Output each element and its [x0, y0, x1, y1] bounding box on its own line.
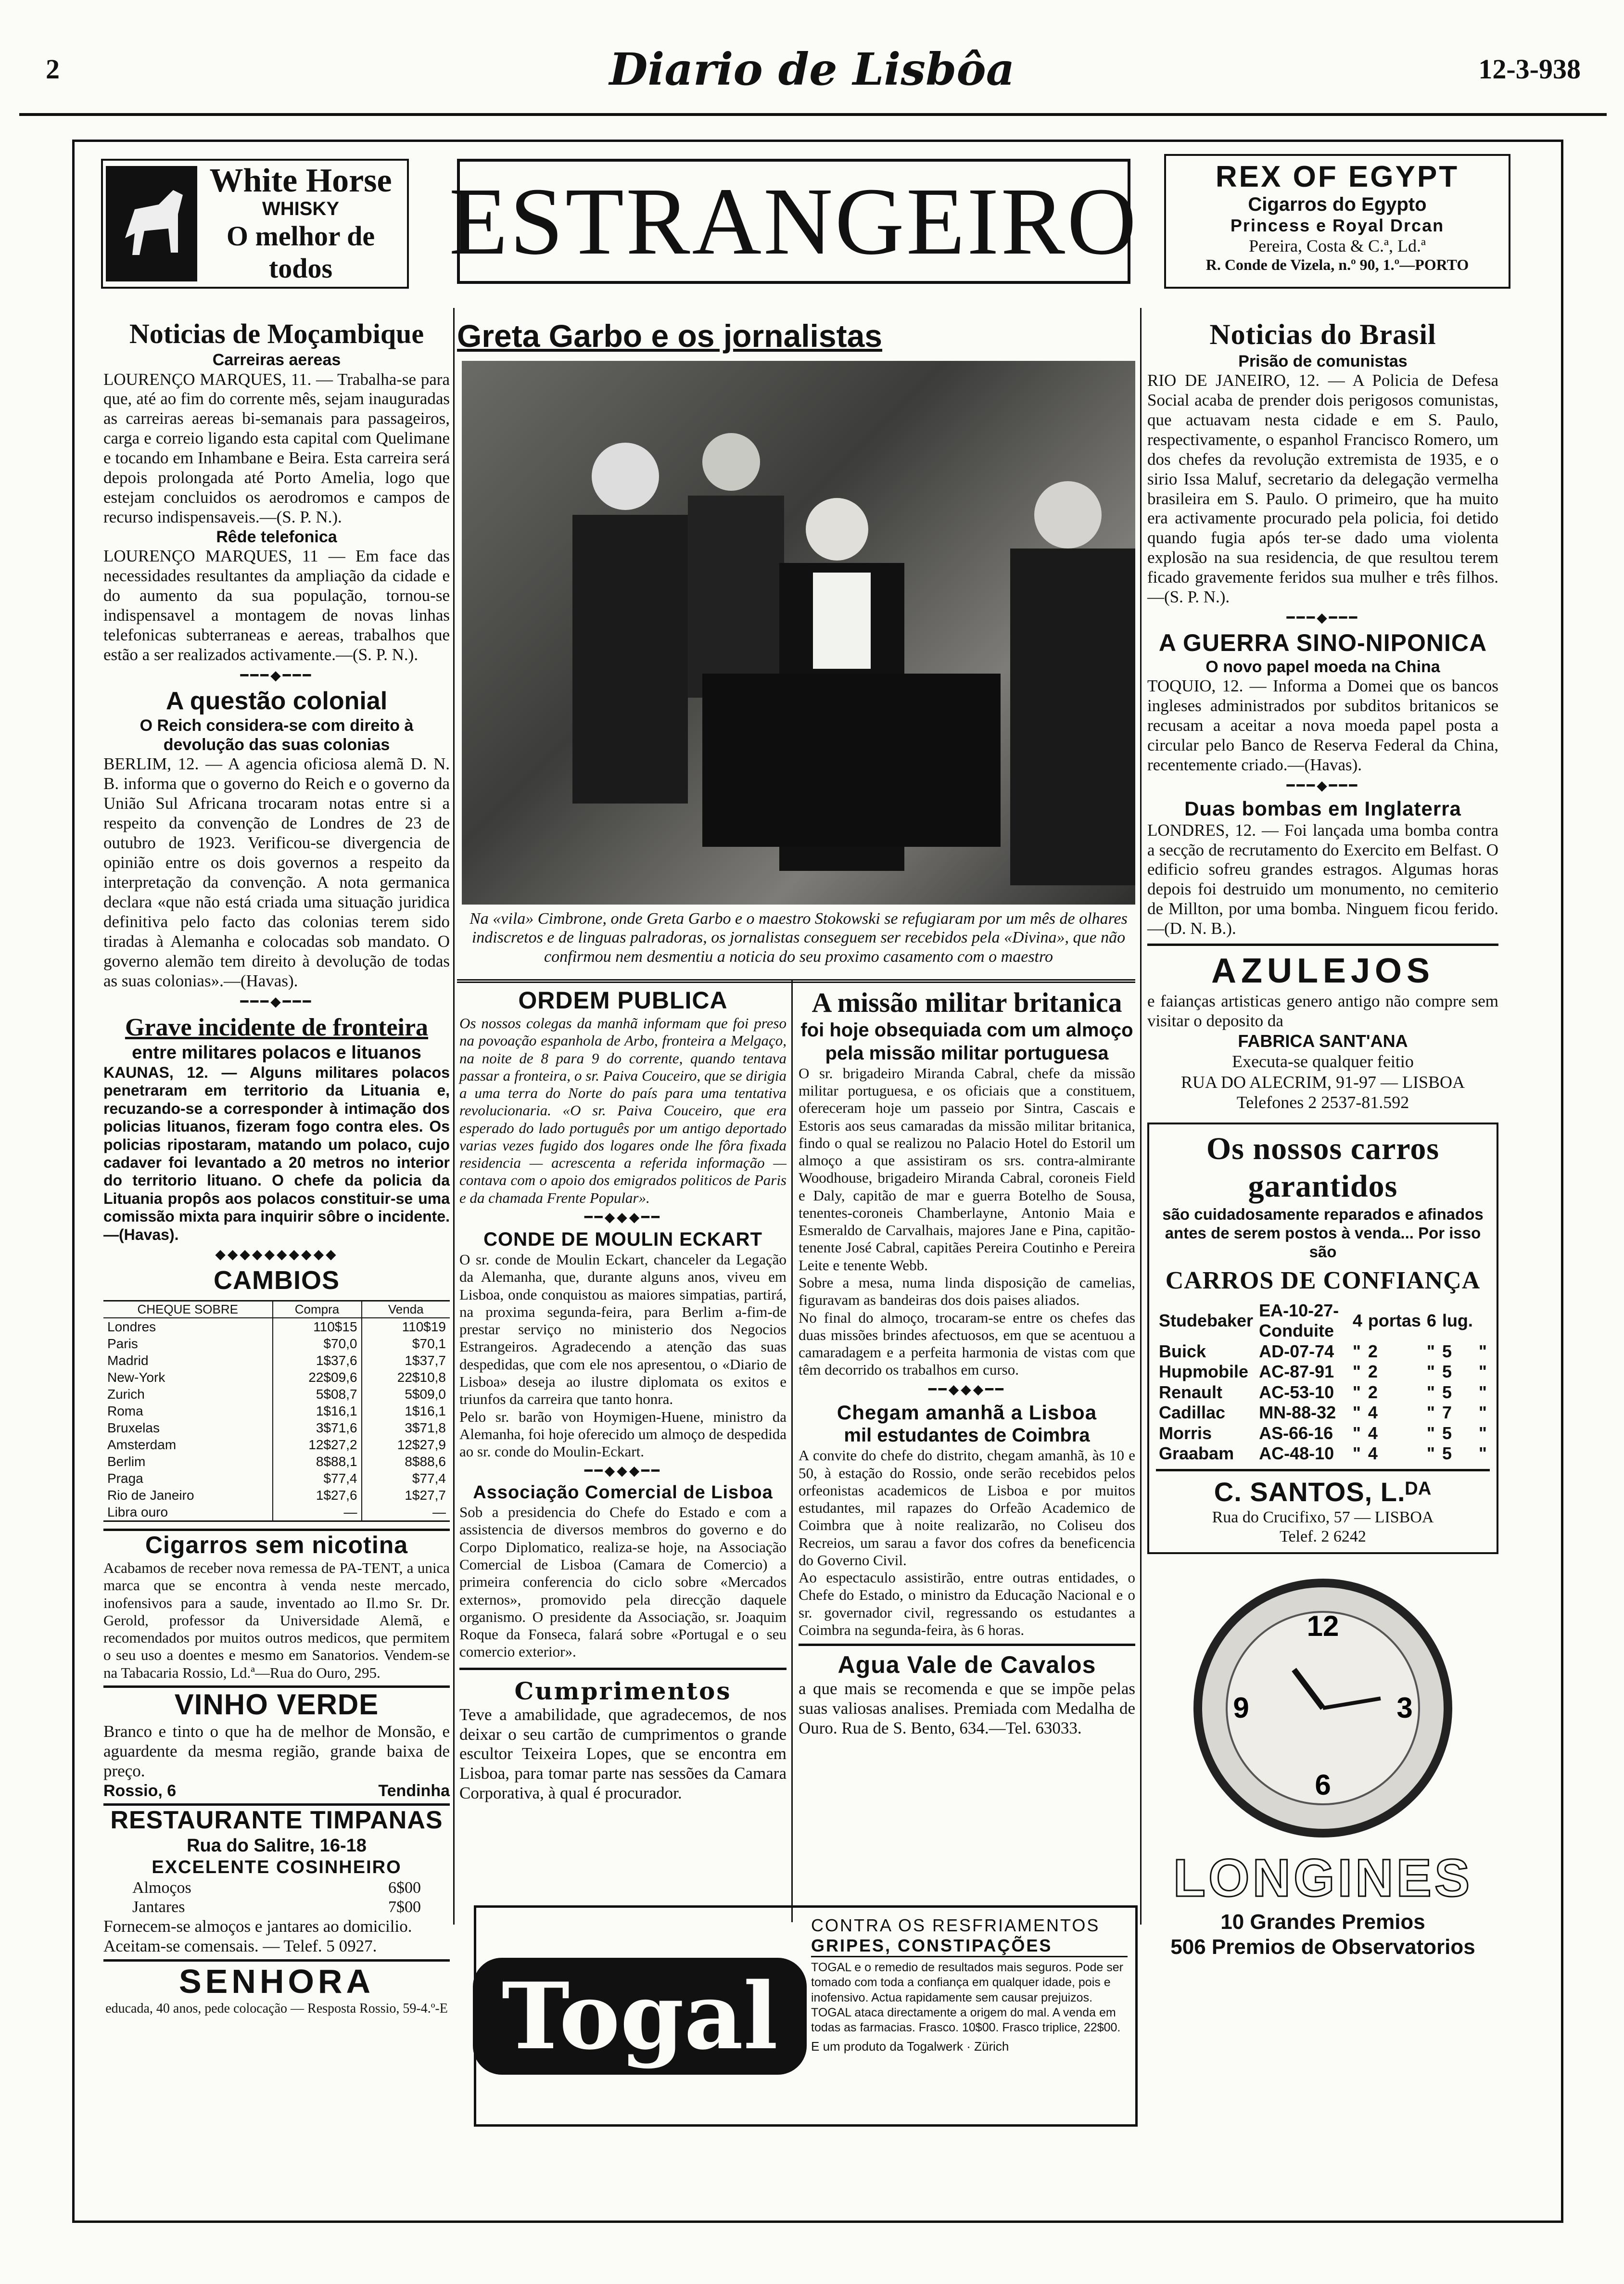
missao-subhead: foi hoje obsequiada com um almoço pela missão militar portuguesa: [800, 1020, 1133, 1064]
car-cell: 2: [1368, 1362, 1378, 1382]
article-text: LONDRES, 12. — Foi lançada uma bomba contra a secção de recrutamento do Exercito em Belfast. O edificio sofreu grandes estragos. Algumas horas depois foi destruido um monumento, no cemiterio de Millton, por uma bomba. Ninguem ficou ferido.—(D. N. B.).: [1147, 820, 1498, 938]
car-cell: ": [1352, 1382, 1361, 1402]
table-cell: 5$08,7: [273, 1386, 362, 1403]
article-text: Os nossos colegas da manhã informam que foi preso na povoação espanhola de Arbo, fronteira a Melgaço, na noite de 8 para 9 do corrente, quando tentava passar a fronteira, o sr. Paiva Couceiro, que se dirigia a uma terra do Norte do país para uma tentativa revolucionaria. «O sr. Paiva Couceiro, que era esperado do lado português por um antigo deportado varias vezes fugido dos logares onde lhe fôra fixada residencia — acrescenta a referida informação — contava com o apoio dos emigrados politicos de Paris e da chamada Frente Popular».: [459, 1015, 787, 1206]
brasil-headline: Noticias do Brasil: [1209, 319, 1436, 350]
car-cell: 5: [1442, 1341, 1452, 1361]
car-cell: ": [1352, 1341, 1361, 1361]
separator: ━━◆◆◆━━: [584, 1210, 662, 1225]
table-cell: $77,4: [362, 1470, 450, 1487]
car-cell: ": [1478, 1362, 1487, 1382]
restaurant-address: Rua do Salitre, 16-18: [187, 1835, 367, 1856]
ad-text: Acabamos de receber nova remessa de PA-TENT, a unica marca que se encontra à venda neste mercado, inofensivos para a saude, inventado ao Il.mo Sr. Dr. Gerold, professor da Universidade Alemã, e recomendados por muitos outros medicos, que permitem o seu uso a doentes e mesmo em Sanatorios. Vendem-se na Tabacaria Rossio, Ld.ª—Rua do Ouro, 295.: [103, 1559, 450, 1681]
car-cell: ": [1478, 1403, 1487, 1423]
restaurant-prices: [103, 1878, 450, 1917]
brand-slogan: O melhor de todos: [226, 220, 375, 284]
table-cell: 8$88,6: [362, 1453, 450, 1470]
center-left-column: [459, 986, 787, 1803]
car-cell: AD-07-74: [1259, 1341, 1334, 1361]
car-row: [1156, 1382, 1490, 1403]
carros-headline: Os nossos carros garantidos: [1206, 1131, 1440, 1204]
colonial-headline: A questão colonial: [165, 687, 388, 715]
car-row: [1156, 1362, 1490, 1382]
svg-text:6: 6: [1315, 1768, 1331, 1801]
right-column: [1147, 318, 1498, 1960]
missao-headline: A missão militar britanica: [812, 987, 1122, 1018]
table-cell: Bruxelas: [107, 1420, 160, 1435]
restaurant-headline: RESTAURANTE TIMPANAS: [110, 1806, 443, 1834]
guerra-subhead: O novo papel moeda na China: [1205, 658, 1440, 676]
price-value: 7$00: [388, 1898, 421, 1916]
table-cell: Amsterdam: [107, 1437, 177, 1452]
table-cell: 1$16,1: [362, 1403, 450, 1419]
garbo-photo: [462, 361, 1135, 905]
article-text: Sob a presidencia do Chefe do Estado e com a assistencia de diversos membros do governo e do Corpo Diplomatico, realiza-se hoje, na Associação Comercial de Lisboa (Camara de Comercio) a primeira conferencia do ciclo sobre «Mercados externos», promovido pela direcção daquele organismo. O presidente da Associação, sr. Joaquim Roque da Fonseca, falará sobre «Portugal e o seu comercio exterior».: [459, 1504, 787, 1660]
car-cell: 5: [1442, 1423, 1452, 1443]
car-cell: ": [1426, 1341, 1435, 1361]
table-cell: 110$19: [362, 1318, 450, 1335]
restaurant-cook: EXCELENTE COSINHEIRO: [152, 1857, 402, 1877]
photo-caption: Na «vila» Cimbrone, onde Greta Garbo e o maestro Stokowski se refugiaram por um mês de olhares indiscretos e de linguas palradoras, os jornalistas conseguem ser recebidos pela «Divina», que não confirmou nem desmentiu a noticia do seu proximo casamento com o maestro: [469, 910, 1128, 966]
article-text: BERLIM, 12. — A agencia oficiosa alemã D. N. B. informa que o governo do Reich e o governo da União Sul Africana trocaram notas entre si a respeito da convenção de Londres de 23 de outubro de 1923. Verificou-se divergencia de opinião entre os dois governos a respeito da interpretação da convenção. A nota germanica declara «que não está criada uma situação juridica definitiva pelo facto das colonias terem sido tiradas à Alemanha e colocadas sob mandato. O governo alemão tem direito à devolução de todas as suas colonias».—(Havas).: [103, 754, 450, 990]
separator: ━━━◆━━━: [1286, 611, 1359, 626]
car-row: [1156, 1423, 1490, 1443]
table-cell: 1$37,7: [362, 1352, 450, 1369]
rex-of-egypt-ad: [1164, 154, 1510, 289]
table-cell: 22$09,6: [273, 1369, 362, 1386]
table-cell: 5$09,0: [362, 1386, 450, 1403]
table-cell: 12$27,2: [273, 1436, 362, 1453]
car-cell: ": [1426, 1403, 1435, 1423]
table-cell: 1$16,1: [273, 1403, 362, 1419]
table-row: [103, 1318, 450, 1335]
table-cell: 1$27,6: [273, 1487, 362, 1504]
mozambique-headline: Noticias de Moçambique: [129, 318, 424, 349]
mozambique-subhead-2: Rêde telefonica: [216, 528, 337, 547]
vinho-address: Rossio, 6: [103, 1781, 177, 1800]
article-text: O sr. brigadeiro Miranda Cabral, chefe da missão militar portuguesa, e os oficiais que a constituem, ofereceram hoje um passeio por Sintra, Cascais e Estoris aos seus camaradas da missão militar britanica, findo o qual se realizou no Palacio Hotel do Estoril um almoço a que assistiram os srs. contra-almirante Woodhouse, brigadeiro Miranda Cabral, coroneis Field e Daly, capitão de mar e guerra Botelho de Sousa, tenentes-coroneis Chamberlayne, Antonio Maia e Esmeraldo de Carvalhais, majores Jane e Pina, capitão-tenente José Cabral, capitães Pereira Coutinho e Pereira Leite e tenente Webb.: [799, 1064, 1135, 1274]
table-cell: 8$88,1: [273, 1453, 362, 1470]
table-row: [103, 1453, 450, 1470]
azulejos-address: RUA DO ALECRIM, 91-97 — LISBOA: [1180, 1072, 1465, 1092]
longines-text: 10 Grandes Premios: [1220, 1910, 1425, 1934]
togal-headline: CONTRA OS RESFRIAMENTOS: [811, 1915, 1100, 1935]
table-row: [103, 1352, 450, 1369]
car-cell: Cadillac: [1159, 1403, 1226, 1423]
togal-logo: Togal: [473, 1958, 807, 2075]
car-cell: Renault: [1159, 1382, 1223, 1402]
rex-brand: REX OF EGYPT: [1215, 160, 1459, 193]
horse-logo-icon: [106, 166, 197, 281]
car-cell: ": [1478, 1443, 1487, 1464]
separator: ━━━◆━━━: [240, 994, 313, 1009]
car-cell: AC-48-10: [1259, 1443, 1334, 1464]
table-cell: Madrid: [107, 1353, 149, 1368]
ordem-headline: ORDEM PUBLICA: [518, 987, 728, 1014]
car-cell: ": [1478, 1341, 1487, 1361]
table-cell: Londres: [107, 1319, 156, 1334]
associacao-headline: Associação Comercial de Lisboa: [473, 1482, 773, 1503]
guerra-headline: A GUERRA SINO-NIPONICA: [1158, 629, 1487, 657]
car-cell: 2: [1368, 1341, 1378, 1361]
car-cell: Hupmobile: [1159, 1362, 1248, 1382]
rex-line4: R. Conde de Vizela, n.º 90, 1.º—PORTO: [1205, 256, 1469, 273]
agua-headline: Agua Vale de Cavalos: [837, 1651, 1096, 1679]
price-value: 6$00: [388, 1878, 421, 1897]
car-cell: ": [1352, 1443, 1361, 1464]
price-row: [103, 1878, 450, 1898]
article-text: O sr. conde de Moulin Eckart, chanceler da Legação da Alemanha, que, durante alguns anos, viveu em Lisboa, onde conquistou as maiores simpatias, partirá, na proxima segunda-feira, para Berlim a-fim-de prestar serviço no ministerio dos Negocios Estrangeiros. Agradecendo a atenção das suas despedidas, que com ele nos apresentou, o «Diario de Lisboa» deseja ao ilustre diplomata os exitos e triunfos da carreira que tanto honra.: [459, 1251, 787, 1408]
ad-text: e faianças artisticas genero antigo não compre sem visitar o deposito da: [1147, 992, 1498, 1031]
car-cell: Graabam: [1159, 1443, 1234, 1464]
mozambique-subhead: Carreiras aereas: [212, 351, 341, 370]
carros-ad: [1147, 1123, 1498, 1554]
vinho-name: Tendinha: [378, 1781, 450, 1800]
longines-ad: [1147, 1573, 1498, 1960]
left-column: [103, 318, 450, 2017]
togal-text: TOGAL e o remedio de resultados mais seguros. Pode ser tomado com toda a confiança em qualquer idade, pois e inofensivo. Actua rapidamente sem causar prejuizos. TOGAL ataca directamente a origem do mal. A venda em todas as farmacias. Frasco. 10$00. Frasco triplice, 22$00.: [811, 1961, 1123, 2034]
separator: ━━━◆━━━: [240, 668, 313, 683]
border-incident-subhead: entre militares polacos e lituanos: [132, 1043, 421, 1063]
svg-text:9: 9: [1233, 1691, 1249, 1724]
car-cell: ": [1478, 1423, 1487, 1443]
car-cell: AS-66-16: [1259, 1423, 1333, 1443]
clock-icon: [1188, 1573, 1458, 1843]
cigarros-headline: Cigarros sem nicotina: [145, 1531, 408, 1559]
vinho-headline: VINHO VERDE: [174, 1688, 379, 1721]
section-title: ESTRANGEIRO: [457, 159, 1130, 284]
conde-headline: CONDE DE MOULIN ECKART: [483, 1228, 762, 1250]
article-text: LOURENÇO MARQUES, 11 — Em face das necessidades resultantes da ampliação da cidade e do aumento da sua população, tornou-se indispensavel a montagem de novas linhas telefonicas subterraneas e aereas, trabalhos que estão a ser realizados activamente.—(S. P. N.).: [103, 547, 450, 664]
separator: ━━━◆━━━: [1286, 778, 1359, 793]
table-row: [103, 1470, 450, 1487]
ad-text: Aceitam-se comensais. — Telef. 5 0927.: [103, 1936, 377, 1955]
car-cell: 4: [1368, 1403, 1378, 1423]
rex-line1: Cigarros do Egypto: [1248, 194, 1427, 215]
photo-people-icon: [462, 361, 1135, 905]
article-text: No final do almoço, trocaram-se entre os chefes das duas missões brindes afectuosos, em que se acentuou a camaradagem e a perfeita harmonia de vistas com que têm decorrido os trabalhos em curso.: [799, 1309, 1135, 1378]
table-row: [103, 1419, 450, 1436]
article-text: Sobre a mesa, numa linda disposição de camelias, figuravam as bandeiras dos dois paises aliados.: [799, 1274, 1135, 1309]
car-row: [1156, 1443, 1490, 1464]
car-cell: Studebaker: [1159, 1311, 1254, 1331]
brasil-subhead: Prisão de comunistas: [1238, 352, 1408, 370]
car-row: [1156, 1301, 1490, 1341]
price-row: [103, 1898, 450, 1917]
cambios-headline: CAMBIOS: [214, 1266, 340, 1295]
issue-date: 12-3-938: [1478, 53, 1581, 85]
togal-footer: E um produto da Togalwerk · Zürich: [811, 2039, 1009, 2054]
car-cell: portas: [1368, 1311, 1421, 1331]
rex-line3: Pereira, Costa & C.ª, Ld.ª: [1249, 236, 1426, 255]
article-text: LOURENÇO MARQUES, 11. — Trabalha-se para que, até ao fim do corrente mês, sejam inauguradas as carreiras aereas bi-semanais para passageiros, carga e correio ligando esta capital com Quelimane e tocando em Inhambane e Beira. Esta carreira será depois prolongada até Porto Amelia, logo que estejam concluidos os aerodromos e campos de recurso indispensaveis.—(S. P. N.).: [103, 370, 450, 527]
page-number: 2: [46, 53, 60, 85]
separator: ━━◆◆◆━━: [928, 1382, 1006, 1397]
car-cell: Buick: [1159, 1341, 1206, 1361]
table-cell: New-York: [107, 1369, 165, 1385]
car-cell: ": [1352, 1362, 1361, 1382]
car-cell: 7: [1442, 1403, 1452, 1423]
azulejos-factory: FABRICA SANT'ANA: [1238, 1031, 1408, 1051]
longines-text: 506 Premios de Observatorios: [1170, 1935, 1475, 1959]
car-cell: 4: [1352, 1311, 1362, 1331]
price-item: Almoços: [132, 1878, 191, 1897]
car-cell: 5: [1442, 1362, 1452, 1382]
car-cell: ": [1426, 1423, 1435, 1443]
colonial-subhead: O Reich considera-se com direito à devolução das suas colonias: [140, 716, 414, 754]
car-cell: AC-87-91: [1259, 1362, 1334, 1382]
col-header: Compra: [273, 1301, 362, 1317]
col-header: CHEQUE SOBRE: [103, 1301, 273, 1317]
car-cell: Morris: [1159, 1423, 1212, 1443]
table-cell: Libra ouro: [107, 1505, 168, 1519]
car-cell: MN-88-32: [1259, 1403, 1336, 1423]
article-text: Pelo sr. barão von Hoymigen-Huene, ministro da Alemanha, foi hoje oferecido um almoço de despedida ao sr. conde do Moulin-Eckart.: [459, 1408, 787, 1460]
table-row: [103, 1403, 450, 1419]
santos-phone: Telef. 2 6242: [1280, 1527, 1366, 1545]
ad-text: Executa-se qualquer feitio: [1232, 1052, 1414, 1072]
article-text: KAUNAS, 12. — Alguns militares polacos penetraram em territorio da Lituania e, recuzando-se a corresponder à intimação dos policias lituanos, fizeram fogo contra eles. Os policias ripostaram, matando um polaco, cujo cadaver foi levantado a 20 metros no interior do territorio lituano. O chefe da policia da Lituania propôs aos polacos constituir-se uma comissão mixta para inquirir sôbre o incidente.—(Havas).: [103, 1063, 450, 1243]
article-text: TOQUIO, 12. — Informa a Domei que os bancos ingleses administrados por subditos britanicos se recusam a aceitar a nova moeda papel posta a circular pelo Banco de Reserva Federal da China, recentemente criado.—(Havas).: [1147, 676, 1498, 775]
table-cell: Paris: [107, 1336, 138, 1351]
car-cell: ": [1426, 1362, 1435, 1382]
table-cell: 22$10,8: [362, 1369, 450, 1386]
chegam-headline: Chegam amanhã a Lisboa: [837, 1401, 1097, 1424]
car-row: [1156, 1341, 1490, 1362]
car-cell: AC-53-10: [1259, 1382, 1334, 1402]
article-text: A convite do chefe do distrito, chegam amanhã, às 10 e 50, à estação do Rossio, onde serão recebidos pelos orfeonistas academicos de Lisboa e por muitos estudantes, mil rapazes do Orfeão Academico de Coimbra que à noite realizarão, no Coliseu dos Recreios, um sarau a favor dos cofres da beneficencia do Governo Civil.: [799, 1447, 1135, 1569]
car-cell: ": [1352, 1403, 1361, 1423]
santos-address: Rua do Crucifixo, 57 — LISBOA: [1212, 1508, 1434, 1526]
azulejos-phone: Telefones 2 2537-81.592: [1236, 1093, 1409, 1112]
table-cell: $77,4: [273, 1470, 362, 1487]
car-cell: 5: [1442, 1443, 1452, 1464]
table-cell: $70,0: [273, 1335, 362, 1352]
car-cell: 4: [1368, 1443, 1378, 1464]
car-cell: lug.: [1442, 1311, 1473, 1331]
azulejos-headline: AZULEJOS: [1211, 952, 1435, 991]
car-row: [1156, 1403, 1490, 1423]
table-cell: $70,1: [362, 1335, 450, 1352]
table-cell: 3$71,8: [362, 1419, 450, 1436]
separator: ◆◆◆◆◆◆◆◆◆◆: [215, 1247, 338, 1263]
car-cell: 2: [1368, 1382, 1378, 1402]
car-cell: 5: [1442, 1382, 1452, 1402]
table-cell: Rio de Janeiro: [107, 1487, 194, 1503]
chegam-subhead: mil estudantes de Coimbra: [844, 1425, 1090, 1446]
car-cell: 6: [1426, 1311, 1436, 1331]
cumprimentos-headline: Cumprimentos: [514, 1676, 732, 1705]
article-text: Ao espectaculo assistirão, entre outras entidades, o Chefe do Estado, o ministro da Educação Nacional e o sr. governador civil, regressando os estudantes a Coimbra na segunda-feira, às 6 horas.: [799, 1569, 1135, 1639]
article-text: Teve a amabilidade, que agradecemos, de nos deixar o seu cartão de cumprimentos o grande escultor Teixeira Lopes, que se encontra em Lisboa, para tomar parte nas sessões da Camara Corporativa, à qual é procurador.: [459, 1705, 787, 1803]
longines-brand: LONGINES: [1173, 1849, 1473, 1908]
ad-text: Fornecem-se almoços e jantares ao domicilio.: [103, 1916, 412, 1936]
table-cell: —: [273, 1504, 362, 1521]
car-cell: 4: [1368, 1423, 1378, 1443]
table-row: [103, 1335, 450, 1352]
table-cell: Roma: [107, 1403, 143, 1418]
table-cell: 12$27,9: [362, 1436, 450, 1453]
garbo-headline: Greta Garbo e os jornalistas: [457, 318, 882, 354]
bombas-headline: Duas bombas em Inglaterra: [1184, 797, 1461, 820]
table-cell: Zurich: [107, 1386, 145, 1402]
table-row: [103, 1487, 450, 1504]
newspaper-title: Diario de Lisbôa: [609, 43, 1015, 95]
car-cell: EA-10-27-Conduite: [1259, 1300, 1339, 1341]
ad-text: educada, 40 anos, pede colocação — Resposta Rossio, 59-4.º-E: [105, 2001, 448, 2016]
masthead-rule: [19, 113, 1607, 116]
center-right-column: [799, 986, 1135, 1738]
table-cell: —: [362, 1504, 450, 1521]
santos-name: C. SANTOS, L.ᴰᴬ: [1214, 1476, 1432, 1507]
article-text: a que mais se recomenda e que se impõe pelas suas valiosas analises. Premiada com Medalha de Ouro. Rua de S. Bento, 634.—Tel. 63033.: [799, 1679, 1135, 1738]
table-cell: 3$71,6: [273, 1419, 362, 1436]
table-cell: Berlim: [107, 1454, 146, 1469]
ad-text: Branco e tinto o que ha de melhor de Monsão, e aguardente da mesma região, grande baixa de preço.: [103, 1722, 450, 1780]
carros-text: são cuidadosamente reparados e afinados antes de serem postos à venda... Por isso são: [1162, 1205, 1484, 1261]
col-header: Venda: [362, 1301, 450, 1317]
table-cell: 1$37,6: [273, 1352, 362, 1369]
car-cell: ": [1426, 1382, 1435, 1402]
car-cell: ": [1426, 1443, 1435, 1464]
rex-line2: Princess e Royal Drcan: [1230, 216, 1445, 235]
table-row: [103, 1386, 450, 1403]
table-cell: 1$27,7: [362, 1487, 450, 1504]
brand-name: White Horse: [209, 162, 392, 199]
table-cell: Praga: [107, 1470, 143, 1486]
table-row: [103, 1369, 450, 1386]
table-row: [103, 1436, 450, 1453]
carros-confianca: CARROS DE CONFIANÇA: [1165, 1267, 1481, 1295]
svg-text:12: 12: [1307, 1609, 1339, 1642]
table-cell: 110$15: [273, 1318, 362, 1335]
senhora-headline: SENHORA: [178, 1962, 375, 2000]
svg-text:3: 3: [1396, 1691, 1413, 1724]
price-item: Jantares: [132, 1898, 185, 1916]
togal-subheadline: GRIPES, CONSTIPAÇÕES: [811, 1936, 1128, 1957]
separator: ━━◆◆◆━━: [584, 1464, 662, 1479]
article-text: RIO DE JANEIRO, 12. — A Policia de Defesa Social acaba de prender dois perigosos comunistas, que actuavam nesta cidade e em S. Paulo, respectivamente, o espanhol Francisco Romero, um dos chefes da revolução extremista de 1935, e o sirio Issa Maluf, secretario da delegação vermelha brasileira em S. Paulo. O primeiro, que ha muito era activamente procurado pela policia, foi detido quando fugia após ter-se dado uma violenta explosão na sua residencia, de que resultou terem ficado gravemente feridos sua mulher e três filhos.—(S. P. N.).: [1147, 370, 1498, 607]
table-row: [103, 1504, 450, 1521]
togal-ad: [474, 1905, 1138, 2127]
car-cell: ": [1352, 1423, 1361, 1443]
car-cell: ": [1478, 1382, 1487, 1402]
border-incident-headline: Grave incidente de fronteira: [125, 1013, 429, 1041]
exchange-rates-table: [103, 1300, 450, 1522]
white-horse-ad: [101, 159, 409, 289]
brand-type: WHISKY: [262, 198, 339, 220]
